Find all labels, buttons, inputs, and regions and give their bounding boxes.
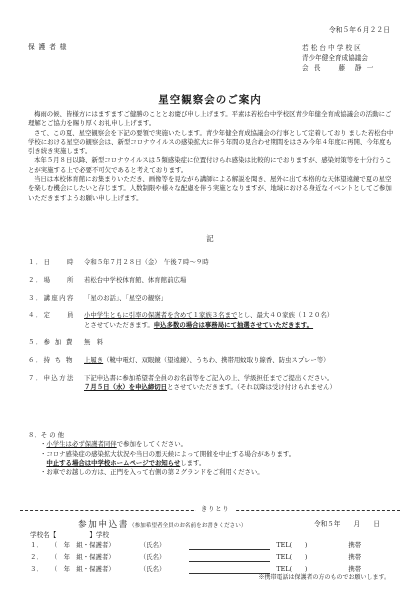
form-title-note: （参加希望者全員のお名前をお書きください） bbox=[128, 523, 247, 529]
belongings-list: （靴中電灯、双眼鏡（望遠鏡）、うちわ、携帯用蚊取り線香、防虫スプレー等） bbox=[103, 356, 330, 365]
capacity-tail: とさせていただきます。 bbox=[84, 320, 154, 329]
recipient: 保 護 者 様 bbox=[28, 43, 68, 51]
cut-label: きりとり bbox=[196, 506, 235, 515]
form-school-field[interactable]: 学校名【 】学校 bbox=[30, 531, 110, 539]
ki-heading: 記 bbox=[206, 234, 214, 243]
form-footer-note: ※携帯電話は保護者の方のものでお願いします。 bbox=[258, 574, 390, 581]
application-tail: とさせていただきます。（それ以降は受け付けられません） bbox=[167, 383, 336, 392]
note-item: 中止する場合は中学校ホームページでお知らせします。 bbox=[46, 458, 206, 467]
sender-school: 若 松 台 中 学 校 区 bbox=[302, 44, 361, 52]
tel-field[interactable]: TEL( ) bbox=[276, 552, 308, 561]
detail-value: 令和５年７月２８日（金） 午後７時～９時 bbox=[84, 258, 209, 266]
mobile-label: 携帯 bbox=[348, 541, 362, 549]
name-label: （氏名） bbox=[139, 541, 166, 549]
body-text bbox=[28, 110, 396, 203]
name-field[interactable] bbox=[189, 541, 270, 550]
form-row: ２． （ 年 組・保護者） （氏名） TEL( ) 携帯 bbox=[30, 553, 390, 562]
tel-field[interactable]: TEL( ) bbox=[276, 541, 308, 549]
detail-label: ５．参 加 費 bbox=[28, 338, 74, 347]
capacity-rule: 小中学生ともに引率の保護者を含めて１家族３名まで bbox=[84, 311, 238, 320]
detail-value: 「星のお話」、「星空の観察」 bbox=[84, 293, 168, 302]
details-list bbox=[28, 258, 398, 401]
detail-label: ３．講座内容 bbox=[28, 293, 75, 302]
body-paragraph: さて、この夏、星空観察会を下記の要領で実施いたします。青少年健全育成協議会の行事として定着しており ました若松台中学校における星空の観察会は、新型コロナウイルスの感染拡大に伴う年間の見合わせ期間をはさみ今年４年度に再開、今年度も引き続き実施します。 bbox=[28, 128, 394, 156]
capacity-max: とし、最大４０家族（１２０名） bbox=[237, 311, 334, 320]
form-title: 参加申込書（参加希望者全員のお名前をお書きください） bbox=[78, 520, 247, 530]
form-date: 令和５年 月 日 bbox=[314, 520, 380, 528]
name-label: （氏名） bbox=[139, 552, 166, 561]
form-row: ３． （ 年 組・保護者） （氏名） TEL( ) 携帯 bbox=[30, 565, 390, 574]
application-deadline: ７月５日（水）を申込締切日 bbox=[84, 383, 168, 392]
detail-place bbox=[28, 276, 398, 285]
body-paragraph: 梅雨の候、皆様方にはますますご健勝のこととお慶び申し上げます。平素は若松台中学校区青少年健全育成協議会の活動にご理解とご協力を賜り厚くお礼申し上げます。 bbox=[28, 110, 392, 128]
detail-value: 無 料 bbox=[84, 338, 104, 347]
form-row: １． （ 年 組・保護者） （氏名） TEL( ) 携帯 bbox=[30, 541, 390, 550]
detail-fee bbox=[28, 338, 398, 347]
grade-field[interactable]: （ 年 組・保護者） bbox=[50, 541, 115, 549]
cancel-notice: 中止する場合は中学校ホームページでお知らせ bbox=[46, 458, 181, 467]
document-title: 星空観察会のご案内 bbox=[158, 94, 262, 106]
sender-chair: 会 長 藤 静 一 bbox=[302, 63, 375, 72]
mobile-label: 携帯 bbox=[348, 552, 362, 561]
detail-label: ６．持 ち 物 bbox=[28, 356, 74, 365]
mobile-label: 携帯 bbox=[348, 564, 362, 573]
body-paragraph: 本年５月８日以降、新型コロナウイルスは５類感染症に位置付けられ感染は比較的にでおりますが、感染対策等を十分行うことが実施する上で必要不可欠であると考えております。 bbox=[28, 156, 392, 174]
detail-belongings bbox=[28, 356, 398, 365]
application-text: 下記申込書に参加希望者全員のお名前等をご記入の上、学級担任までご提出ください。 bbox=[84, 373, 334, 382]
grade-field[interactable]: （ 年 組・保護者） bbox=[50, 552, 115, 561]
sender-block bbox=[302, 44, 375, 74]
name-field[interactable] bbox=[189, 553, 270, 562]
detail-label: ７．申込方法 bbox=[28, 373, 75, 382]
name-field[interactable] bbox=[189, 565, 270, 574]
note-item: ・コロナ感染症の感染拡大状況や当日の悪天候によって開催を中止する場合があります。 bbox=[40, 449, 296, 458]
detail-content bbox=[28, 294, 398, 303]
grade-field[interactable]: （ 年 組・保護者） bbox=[50, 564, 115, 573]
other-notes bbox=[28, 431, 398, 477]
sender-council: 青少年健全育成協議会 bbox=[302, 53, 368, 62]
detail-label: ４．定 員 bbox=[28, 311, 75, 320]
note-item: ・お車でお越しの方は、正門を入って右側の第２グランドをご利用ください。 bbox=[40, 468, 264, 477]
detail-capacity bbox=[28, 311, 398, 330]
cut-line bbox=[20, 506, 400, 514]
detail-label: ２．場 所 bbox=[28, 275, 75, 284]
belongings-shoes: 上履き bbox=[84, 356, 104, 365]
tel-field[interactable]: TEL( ) bbox=[276, 564, 308, 573]
detail-application bbox=[28, 374, 398, 393]
note-item: ・小学生は必ず保護者同伴で参加をしてください。 bbox=[40, 440, 187, 449]
detail-value: 若松台中学校体育館、体育館前広場 bbox=[84, 275, 187, 284]
capacity-lottery: 申込多数の場合は事務局にて抽選させていただきます。 bbox=[153, 320, 314, 329]
detail-datetime bbox=[28, 258, 398, 267]
name-label: （氏名） bbox=[139, 564, 166, 573]
detail-label: １．日 時 bbox=[28, 258, 75, 266]
form-rows bbox=[30, 541, 390, 577]
body-paragraph: 当日は本校体育館にお集まりいただき、画像等を見ながら講師による解説を聞き、屋外に出て本格的な天体望遠鏡で夏の星空を楽しむ機会にしたいと存じます。人数制限や様々な配慮を伴う実施となりますが、地域における身近なイベントとしてご参加いただきますようお願い申し上げます。 bbox=[28, 174, 392, 202]
document-date: 令和５年６月２２日 bbox=[328, 26, 390, 34]
other-heading: ８．そ の 他 bbox=[28, 431, 65, 439]
